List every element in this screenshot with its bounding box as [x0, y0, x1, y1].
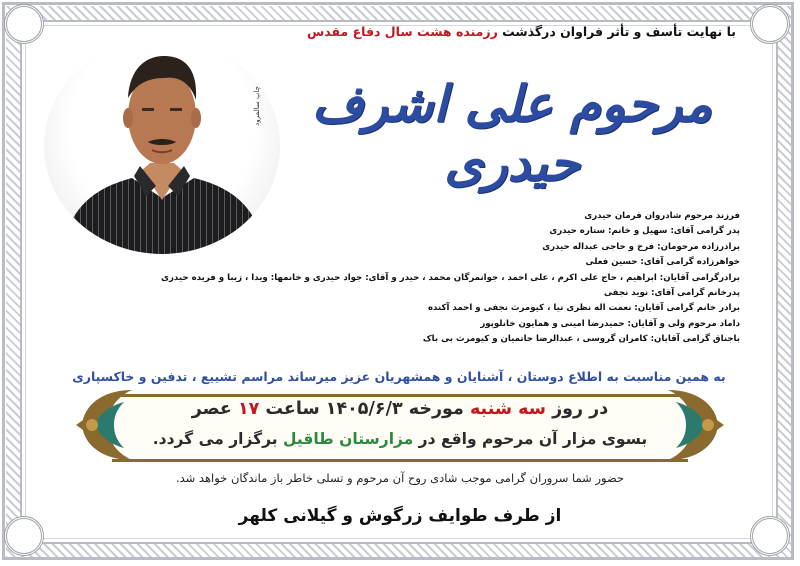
family-list — [161, 209, 740, 348]
ceremony-panel — [74, 384, 726, 466]
family-line: پدر گرامی آقای: سهیل و خانم: ستاره حیدری — [549, 226, 740, 237]
ceremony-text: مورخه ۱۴۰۵/۶/۳ ساعت — [265, 399, 464, 419]
closing-sentence: حضور شما سروران گرامی موجب شادی روح آن مرحوم و تسلی خاطر باز ماندگان خواهد شد. — [175, 471, 625, 485]
corner-ornament-icon — [750, 4, 790, 44]
family-line: برادرزاده مرحومان: فرخ و حاجی عبداله حیدری — [542, 241, 740, 252]
corner-ornament-icon — [4, 4, 44, 44]
header-line — [307, 24, 736, 39]
ceremony-text: برگزار می گردد. — [152, 430, 278, 448]
ceremony-cemetery: مزارستان طاقیل — [283, 430, 414, 448]
ornament-left-icon — [74, 384, 134, 466]
ceremony-hour: ۱۷ — [237, 399, 260, 419]
ceremony-text: در روز — [552, 399, 609, 419]
family-line: برادر خانم گرامی آقایان: نعمت اله نظری نیا ، کیومرث نجفی و احمد آکنده — [427, 303, 740, 314]
header-highlight: رزمنده هشت سال دفاع مقدس — [307, 24, 498, 39]
ceremony-text: عصر — [191, 399, 232, 419]
family-line: داماد مرحوم ولی و آقایان: حمیدرضا امینی و همایون خانلوپور — [480, 318, 740, 329]
ornament-right-icon — [666, 384, 726, 466]
ceremony-place-line — [134, 430, 666, 448]
family-line: باجناق گرامی آقایان: کامران گروسی ، عبدالرضا حاتمیان و کیومرث بی باک — [422, 334, 740, 345]
from-signature: از طرف طوایف زرگوش و گیلانی کلهر — [238, 506, 562, 526]
corner-ornament-icon — [4, 516, 44, 556]
ceremony-day: سه شنبه — [469, 399, 546, 419]
photo-credit: چاپ سالمرود — [253, 86, 261, 126]
deceased-name: مرحوم علی اشرف حیدری — [311, 74, 713, 192]
family-line: برادرگرامی آقایان: ابراهیم ، حاج علی اکرم ، علی احمد ، جوانمرگان محمد ، حیدر و آقای: جواد حیدری و خانمها: ویدا ، زیبا و فریده حیدری — [161, 272, 740, 283]
ceremony-notice: به همین مناسبت به اطلاع دوستان ، آشنایان و همشهریان عزیز میرساند مراسم تشییع ، تدفین و خاکسپاری — [72, 369, 726, 384]
ceremony-date-line — [134, 399, 666, 419]
ceremony-text: بسوی مزار آن مرحوم واقع در — [418, 430, 648, 448]
family-line: خواهرزاده گرامی آقای: حسین فعلی — [585, 257, 740, 268]
family-line: فرزند مرحوم شادروان فرمان حیدری — [584, 211, 740, 221]
header-intro: با نهایت تأسف و تأثر فراوان درگذشت — [502, 24, 736, 39]
family-line: پدرخانم گرامی آقای: نوید نجفی — [603, 288, 740, 299]
